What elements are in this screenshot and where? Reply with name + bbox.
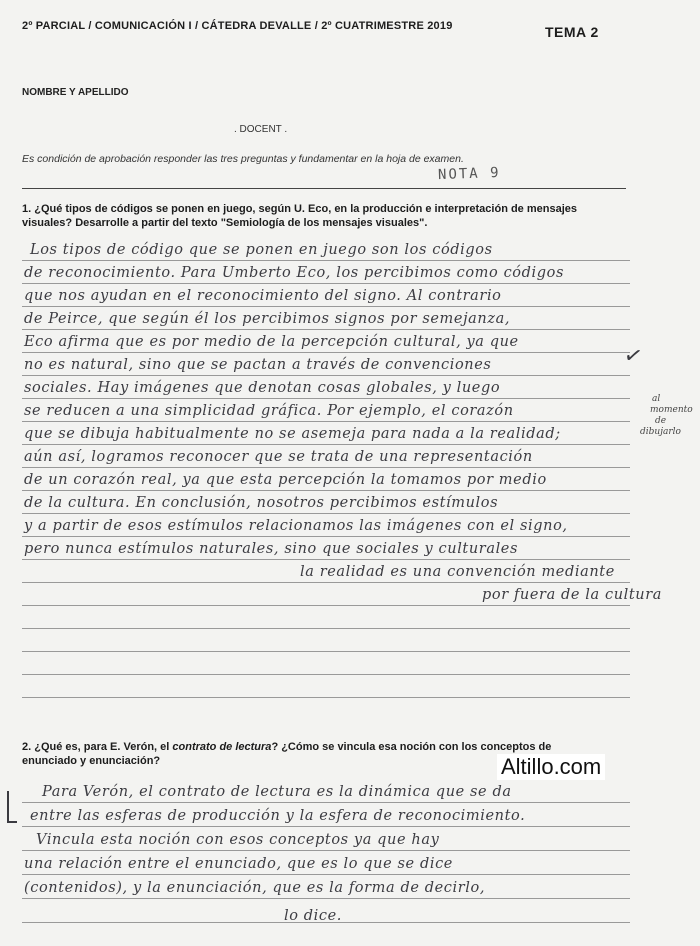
- handwritten-line: (contenidos), y la enunciación, que es la forma de decirlo,: [24, 880, 486, 896]
- handwritten-line: de la cultura. En conclusión, nosotros percibimos estímulos: [24, 495, 499, 511]
- question-1-line-a: 1. ¿Qué tipos de códigos se ponen en juego, según U. Eco, en la producción e interpretación de mensajes: [22, 203, 578, 215]
- answer-line: [22, 513, 630, 514]
- answer-line: [22, 582, 630, 583]
- handwritten-line: Los tipos de código que se ponen en juego son los códigos: [30, 242, 493, 258]
- handwritten-line: lo dice.: [284, 908, 343, 924]
- exam-tema: TEMA 2: [545, 24, 599, 40]
- answer-line: [22, 605, 630, 606]
- handwritten-line: de reconocimiento. Para Umberto Eco, los percibimos como códigos: [24, 265, 564, 281]
- grade-handwritten: NOTA 9: [437, 164, 501, 184]
- handwritten-line: no es natural, sino que se pactan a través de convenciones: [24, 357, 492, 373]
- answer-line: [22, 398, 630, 399]
- answer-line: [22, 375, 630, 376]
- answer-line: [22, 802, 630, 803]
- answer-line: [22, 329, 630, 330]
- answer-line: [22, 536, 630, 537]
- bracket-mark: [7, 791, 17, 823]
- answer-line: [22, 850, 630, 851]
- answer-line: [22, 467, 630, 468]
- question-2-line-b: enunciado y enunciación?: [22, 755, 161, 767]
- divider: [22, 188, 626, 189]
- question-1: [22, 202, 634, 230]
- handwritten-line: Eco afirma que es por medio de la percepción cultural, ya que: [24, 334, 519, 350]
- answer-line: [22, 559, 630, 560]
- handwritten-line: Para Verón, el contrato de lectura es la dinámica que se da: [42, 784, 512, 800]
- handwritten-line: de Peirce, que según él los percibimos signos por semejanza,: [24, 311, 511, 327]
- handwritten-line: que nos ayudan en el reconocimiento del signo. Al contrario: [24, 288, 502, 304]
- question-1-line-b: visuales? Desarrolle a partir del texto "Semiología de los mensajes visuales".: [22, 217, 428, 229]
- margin-note: al: [652, 394, 661, 404]
- handwritten-line: de un corazón real, ya que esta percepción la tomamos por medio: [24, 472, 547, 488]
- handwritten-line: que se dibuja habitualmente no se asemeja para nada a la realidad;: [24, 426, 561, 442]
- answer-line: [22, 444, 630, 445]
- answer-line: [22, 898, 630, 899]
- handwritten-line: se reducen a una simplicidad gráfica. Por ejemplo, el corazón: [24, 403, 514, 419]
- exam-header-title: 2º PARCIAL / COMUNICACIÓN I / CÁTEDRA DEVALLE / 2º CUATRIMESTRE 2019: [22, 20, 453, 32]
- answer-line: [22, 874, 630, 875]
- answer-line: [22, 674, 630, 675]
- answer-line: [22, 651, 630, 652]
- handwritten-line: entre las esferas de producción y la esfera de reconocimiento.: [30, 808, 526, 824]
- handwritten-line: una relación entre el enunciado, que es lo que se dice: [24, 856, 453, 872]
- answer-line: [22, 826, 630, 827]
- instructions: Es condición de aprobación responder las tres preguntas y fundamentar en la hoja de examen.: [22, 153, 464, 165]
- checkmark-icon: ✓: [621, 341, 645, 370]
- handwritten-line: Vincula esta noción con esos conceptos ya que hay: [36, 832, 440, 848]
- answer-line: [22, 421, 630, 422]
- answer-line: [22, 628, 630, 629]
- margin-note: de: [655, 416, 667, 426]
- handwritten-line: aún así, logramos reconocer que se trata de una representación: [24, 449, 533, 465]
- docente-label: . DOCENT .: [234, 124, 288, 135]
- answer-line: [22, 490, 630, 491]
- answer-line: [22, 283, 630, 284]
- watermark: Altillo.com: [497, 754, 605, 780]
- margin-note: dibujarlo: [640, 427, 681, 437]
- handwritten-line: y a partir de esos estímulos relacionamos las imágenes con el signo,: [24, 518, 568, 534]
- answer-line: [22, 697, 630, 698]
- handwritten-line: pero nunca estímulos naturales, sino que sociales y culturales: [24, 541, 519, 557]
- answer-line: [22, 306, 630, 307]
- answer-line: [22, 260, 630, 261]
- question-2-line-a: 2. ¿Qué es, para E. Verón, el contrato de lectura? ¿Cómo se vincula esa noción con los conceptos de: [22, 741, 552, 753]
- margin-note: momento: [650, 405, 693, 415]
- name-label: NOMBRE Y APELLIDO: [22, 87, 129, 98]
- answer-line: [22, 352, 630, 353]
- handwritten-line: la realidad es una convención mediante: [300, 564, 615, 580]
- handwritten-line: sociales. Hay imágenes que denotan cosas globales, y luego: [24, 380, 501, 396]
- handwritten-line: por fuera de la cultura: [482, 587, 663, 603]
